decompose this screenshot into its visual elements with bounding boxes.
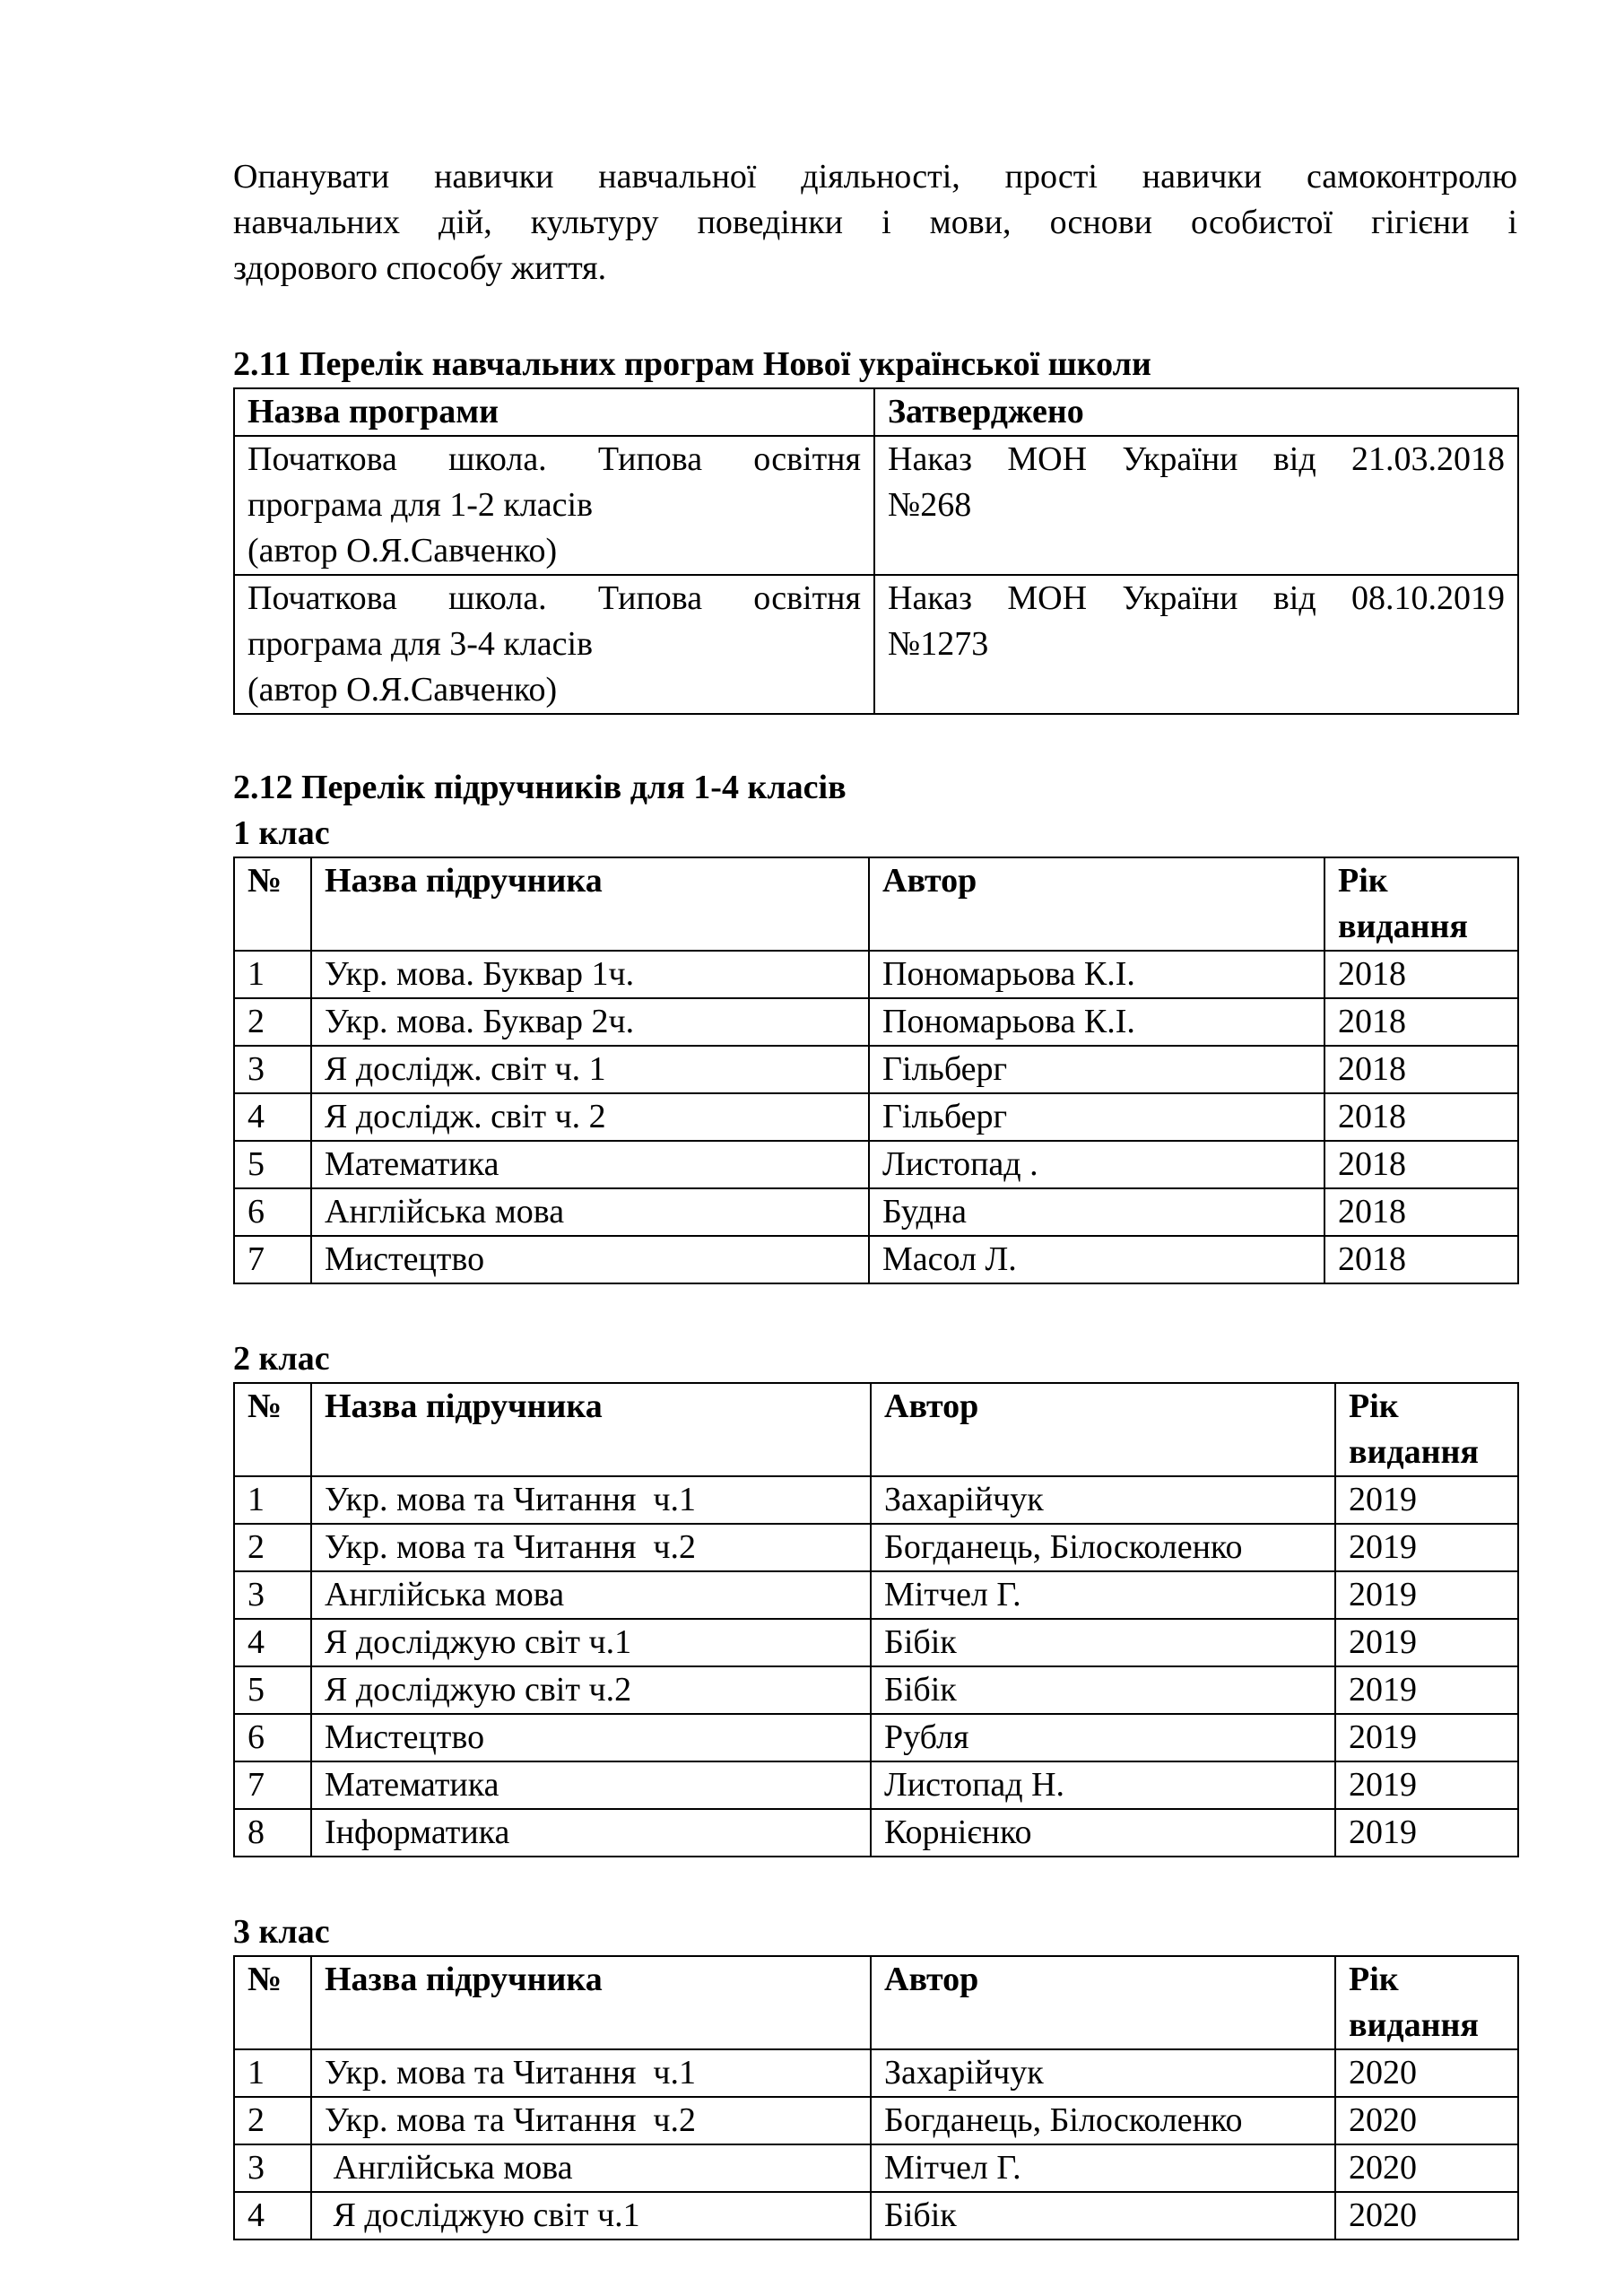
textbook-name-cell: Укр. мова та Читання ч.1 (311, 2049, 871, 2097)
row-number-cell: 1 (234, 1476, 311, 1524)
year-cell: 2020 (1335, 2097, 1518, 2144)
column-header: Назва програми (234, 388, 874, 436)
cell-line: №1273 (888, 625, 989, 663)
row-number-cell: 1 (234, 2049, 311, 2097)
column-header-name: Назва підручника (311, 1383, 871, 1476)
year-cell: 2018 (1324, 1093, 1518, 1141)
textbooks-table-class-1 (233, 857, 1519, 1284)
row-number-cell: 3 (234, 1571, 311, 1619)
row-number-cell: 5 (234, 1141, 311, 1188)
row-number-cell: 6 (234, 1188, 311, 1236)
table-row (234, 1141, 1518, 1188)
textbook-name-cell: Укр. мова та Читання ч.2 (311, 1524, 871, 1571)
author-cell: Богданець, Білосколенко (871, 1524, 1335, 1571)
year-cell: 2019 (1335, 1809, 1518, 1857)
author-cell: Захарійчук (871, 1476, 1335, 1524)
column-header-name: Назва підручника (311, 857, 869, 951)
textbooks-table-class-3 (233, 1955, 1519, 2240)
row-number-cell: 4 (234, 1619, 311, 1666)
table-row (234, 951, 1518, 998)
class-heading: 2 клас (233, 1340, 330, 1378)
section-heading-2-12: 2.12 Перелік підручників для 1-4 класів (233, 769, 847, 806)
textbook-name-cell: Я досліджую світ ч.2 (311, 1666, 871, 1714)
year-cell: 2018 (1324, 998, 1518, 1046)
textbook-name-cell: Мистецтво (311, 1236, 869, 1283)
cell-line: Наказ МОН України від 21.03.2018 (888, 440, 1505, 478)
intro-line: навчальних дій, культуру поведінки і мови, основи особистої гігієни і (233, 204, 1517, 241)
program-name-cell (234, 575, 874, 714)
intro-line: Опанувати навички навчальної діяльності, прості навички самоконтролю (233, 158, 1517, 196)
table-row (234, 436, 1518, 575)
column-header-num: № (234, 857, 311, 951)
textbooks-table-class-2 (233, 1382, 1519, 1857)
table-header-row (234, 857, 1518, 951)
section-heading-2-11: 2.11 Перелік навчальних програм Нової української школи (233, 345, 1151, 383)
author-cell: Гільберг (869, 1046, 1324, 1093)
row-number-cell: 2 (234, 2097, 311, 2144)
cell-line: Початкова школа. Типова освітня (248, 440, 861, 478)
year-cell: 2019 (1335, 1476, 1518, 1524)
textbook-name-cell: Укр. мова та Читання ч.1 (311, 1476, 871, 1524)
header-line: видання (1349, 2006, 1479, 2044)
author-cell: Мітчел Г. (871, 2144, 1335, 2192)
textbook-name-cell: Англійська мова (311, 1188, 869, 1236)
row-number-cell: 8 (234, 1809, 311, 1857)
year-cell: 2019 (1335, 1524, 1518, 1571)
table-row (234, 1046, 1518, 1093)
author-cell: Захарійчук (871, 2049, 1335, 2097)
header-line: Рік (1349, 1961, 1399, 1998)
textbook-name-cell: Англійська мова (311, 1571, 871, 1619)
table-row (234, 575, 1518, 714)
year-cell: 2019 (1335, 1666, 1518, 1714)
table-row (234, 1524, 1518, 1571)
row-number-cell: 7 (234, 1761, 311, 1809)
author-cell: Масол Л. (869, 1236, 1324, 1283)
author-cell: Богданець, Білосколенко (871, 2097, 1335, 2144)
textbook-name-cell: Мистецтво (311, 1714, 871, 1761)
textbook-name-cell: Я дослідж. світ ч. 2 (311, 1093, 869, 1141)
row-number-cell: 2 (234, 998, 311, 1046)
table-header-row (234, 388, 1518, 436)
column-header-num: № (234, 1383, 311, 1476)
header-line: видання (1349, 1433, 1479, 1471)
class-heading: 3 клас (233, 1913, 330, 1951)
table-row (234, 998, 1518, 1046)
table-row (234, 1093, 1518, 1141)
row-number-cell: 4 (234, 2192, 311, 2239)
author-cell: Листопад Н. (871, 1761, 1335, 1809)
author-cell: Гільберг (869, 1093, 1324, 1141)
approved-cell (874, 575, 1518, 714)
textbook-name-cell: Англійська мова (311, 2144, 871, 2192)
table-row (234, 1714, 1518, 1761)
table-row (234, 1236, 1518, 1283)
year-cell: 2020 (1335, 2192, 1518, 2239)
row-number-cell: 4 (234, 1093, 311, 1141)
author-cell: Бібік (871, 2192, 1335, 2239)
table-row (234, 1666, 1518, 1714)
column-header-year (1324, 857, 1518, 951)
table-row (234, 1761, 1518, 1809)
year-cell: 2018 (1324, 1188, 1518, 1236)
table-row (234, 2097, 1518, 2144)
intro-line: здорового способу життя. (233, 249, 607, 287)
column-header-year (1335, 1956, 1518, 2049)
cell-line: програма для 3-4 класів (248, 625, 594, 663)
author-cell: Рубля (871, 1714, 1335, 1761)
year-cell: 2019 (1335, 1571, 1518, 1619)
cell-line: Початкова школа. Типова освітня (248, 579, 861, 617)
textbook-name-cell: Математика (311, 1761, 871, 1809)
program-name-cell (234, 436, 874, 575)
row-number-cell: 3 (234, 1046, 311, 1093)
year-cell: 2019 (1335, 1761, 1518, 1809)
year-cell: 2019 (1335, 1619, 1518, 1666)
cell-line: (автор О.Я.Савченко) (248, 532, 558, 570)
cell-line: Наказ МОН України від 08.10.2019 (888, 579, 1505, 617)
textbook-name-cell: Математика (311, 1141, 869, 1188)
textbook-name-cell: Укр. мова та Читання ч.2 (311, 2097, 871, 2144)
column-header-author: Автор (869, 857, 1324, 951)
cell-line: програма для 1-2 класів (248, 486, 594, 524)
year-cell: 2020 (1335, 2049, 1518, 2097)
year-cell: 2020 (1335, 2144, 1518, 2192)
header-line: Рік (1349, 1387, 1399, 1425)
column-header-author: Автор (871, 1383, 1335, 1476)
table-row (234, 1476, 1518, 1524)
year-cell: 2018 (1324, 951, 1518, 998)
programs-table (233, 387, 1519, 715)
cell-line: №268 (888, 486, 972, 524)
row-number-cell: 2 (234, 1524, 311, 1571)
year-cell: 2018 (1324, 1236, 1518, 1283)
row-number-cell: 7 (234, 1236, 311, 1283)
author-cell: Листопад . (869, 1141, 1324, 1188)
approved-cell (874, 436, 1518, 575)
column-header: Затверджено (874, 388, 1518, 436)
table-row (234, 1809, 1518, 1857)
author-cell: Будна (869, 1188, 1324, 1236)
textbook-name-cell: Я досліджую світ ч.1 (311, 2192, 871, 2239)
column-header-author: Автор (871, 1956, 1335, 2049)
author-cell: Пономарьова К.І. (869, 998, 1324, 1046)
row-number-cell: 3 (234, 2144, 311, 2192)
author-cell: Мітчел Г. (871, 1571, 1335, 1619)
class-tables (233, 811, 1517, 2240)
textbook-name-cell: Інформатика (311, 1809, 871, 1857)
document-page (233, 154, 1517, 2240)
table-row (234, 2192, 1518, 2239)
intro-paragraph (233, 154, 1517, 291)
table-row (234, 1619, 1518, 1666)
table-header-row (234, 1383, 1518, 1476)
table-row (234, 2049, 1518, 2097)
textbook-name-cell: Укр. мова. Буквар 1ч. (311, 951, 869, 998)
column-header-year (1335, 1383, 1518, 1476)
author-cell: Корнієнко (871, 1809, 1335, 1857)
row-number-cell: 5 (234, 1666, 311, 1714)
column-header-num: № (234, 1956, 311, 2049)
table-row (234, 2144, 1518, 2192)
textbook-name-cell: Укр. мова. Буквар 2ч. (311, 998, 869, 1046)
header-line: видання (1338, 908, 1468, 945)
textbook-name-cell: Я дослідж. світ ч. 1 (311, 1046, 869, 1093)
class-heading: 1 клас (233, 814, 330, 852)
year-cell: 2019 (1335, 1714, 1518, 1761)
table-row (234, 1188, 1518, 1236)
author-cell: Бібік (871, 1666, 1335, 1714)
table-header-row (234, 1956, 1518, 2049)
author-cell: Пономарьова К.І. (869, 951, 1324, 998)
row-number-cell: 1 (234, 951, 311, 998)
textbook-name-cell: Я досліджую світ ч.1 (311, 1619, 871, 1666)
column-header-name: Назва підручника (311, 1956, 871, 2049)
header-line: Рік (1338, 862, 1388, 900)
cell-line: (автор О.Я.Савченко) (248, 671, 558, 709)
year-cell: 2018 (1324, 1141, 1518, 1188)
author-cell: Бібік (871, 1619, 1335, 1666)
row-number-cell: 6 (234, 1714, 311, 1761)
year-cell: 2018 (1324, 1046, 1518, 1093)
table-row (234, 1571, 1518, 1619)
